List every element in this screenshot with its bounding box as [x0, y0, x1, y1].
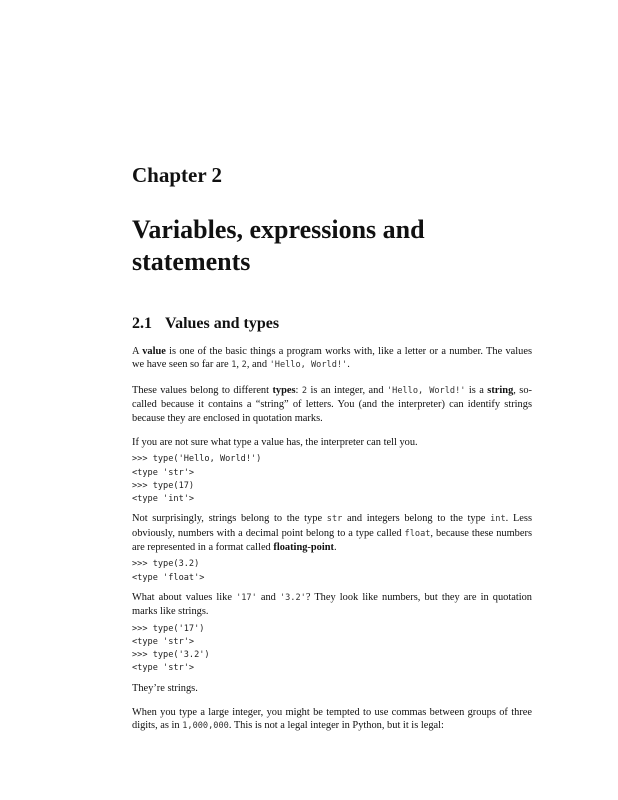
- inline-code: 1,000,000: [182, 721, 229, 732]
- code-block-string-examples: [132, 623, 532, 676]
- chapter-title: [132, 214, 532, 278]
- paragraph-interpreter-types: If you are not sure what type a value has, the interpreter can tell you.: [132, 437, 418, 449]
- paragraph-quoted-numbers: [132, 591, 532, 619]
- text-run: .: [333, 542, 337, 554]
- paragraph-float: [132, 512, 532, 554]
- code-line: <type 'int'>: [132, 494, 195, 505]
- inline-code: 'Hello, World!': [386, 385, 466, 396]
- text-run: , and: [246, 359, 270, 371]
- inline-code: 2: [241, 360, 247, 371]
- chapter-title-line-1: Variables, expressions and: [132, 215, 425, 244]
- text-run: What about values like: [132, 591, 237, 603]
- text-run: , so-called because it contains a “string” of letters. You (and the interpreter) can identify strings because they are enclosed in quotation marks.: [132, 384, 532, 424]
- text-run: is a: [465, 384, 488, 396]
- text-run: Not surprisingly, strings belong to the type: [132, 513, 327, 525]
- text-run: is an integer, and: [307, 384, 387, 396]
- text-run: A: [132, 346, 143, 357]
- text-run: . This is not a legal integer in Python, but it is legal:: [228, 720, 444, 732]
- code-line: >>> type(17): [132, 480, 195, 491]
- page-content: [132, 162, 532, 734]
- text-run: . Less obviously, numbers with a decimal point belong to a type called: [132, 513, 532, 539]
- section-heading: [132, 314, 532, 334]
- term-string: string: [487, 384, 514, 396]
- text-run: ,: [236, 359, 242, 371]
- code-line: >>> type(3.2): [132, 559, 200, 570]
- chapter-title-line-2: statements: [132, 247, 251, 276]
- text-run: :: [295, 384, 302, 396]
- text-run: and: [256, 591, 280, 603]
- code-line: <type 'str'>: [132, 663, 195, 674]
- inline-code: int: [490, 514, 506, 525]
- code-line: >>> type('3.2'): [132, 650, 210, 661]
- text-run: and integers belong to the type: [342, 513, 491, 525]
- text-run: ? They look like numbers, but they are in quotation marks like strings.: [132, 591, 532, 618]
- term-types: types: [272, 384, 296, 396]
- code-block-float-example: [132, 558, 532, 584]
- code-line: <type 'float'>: [132, 572, 205, 583]
- paragraph-value-definition: [132, 345, 532, 373]
- section-number: 2.1: [132, 315, 152, 332]
- text-run: When you type a large integer, you might be tempted to use commas between groups of three digits, as in: [132, 706, 532, 732]
- paragraph-large-integer: [132, 706, 532, 734]
- code-line: <type 'str'>: [132, 467, 195, 478]
- inline-code: 1: [231, 360, 237, 371]
- term-floating-point: floating-point: [273, 542, 334, 554]
- inline-code: 'Hello, World!': [269, 360, 348, 371]
- inline-code: str: [326, 514, 343, 525]
- text-run: .: [347, 359, 350, 371]
- inline-code: float: [404, 528, 431, 539]
- code-line: <type 'str'>: [132, 636, 195, 647]
- inline-code: '3.2': [279, 592, 306, 603]
- paragraph-theyre-strings: They’re strings.: [132, 682, 198, 694]
- term-value: value: [142, 346, 166, 357]
- code-line: >>> type('Hello, World!'): [132, 454, 262, 465]
- inline-code: '17': [236, 592, 257, 603]
- inline-code: 2: [301, 385, 308, 396]
- text-run: is one of the basic things a program works with, like a letter or a number. The values we have seen so far are: [132, 346, 533, 371]
- chapter-label: Chapter 2: [132, 163, 223, 187]
- text-run: These values belong to different: [132, 384, 273, 396]
- text-run: , because these numbers are represented in a format called: [132, 527, 532, 554]
- code-line: >>> type('17'): [132, 623, 205, 634]
- code-block-type-examples: [132, 453, 532, 506]
- section-title: Values and types: [165, 315, 280, 332]
- paragraph-types: [132, 384, 532, 425]
